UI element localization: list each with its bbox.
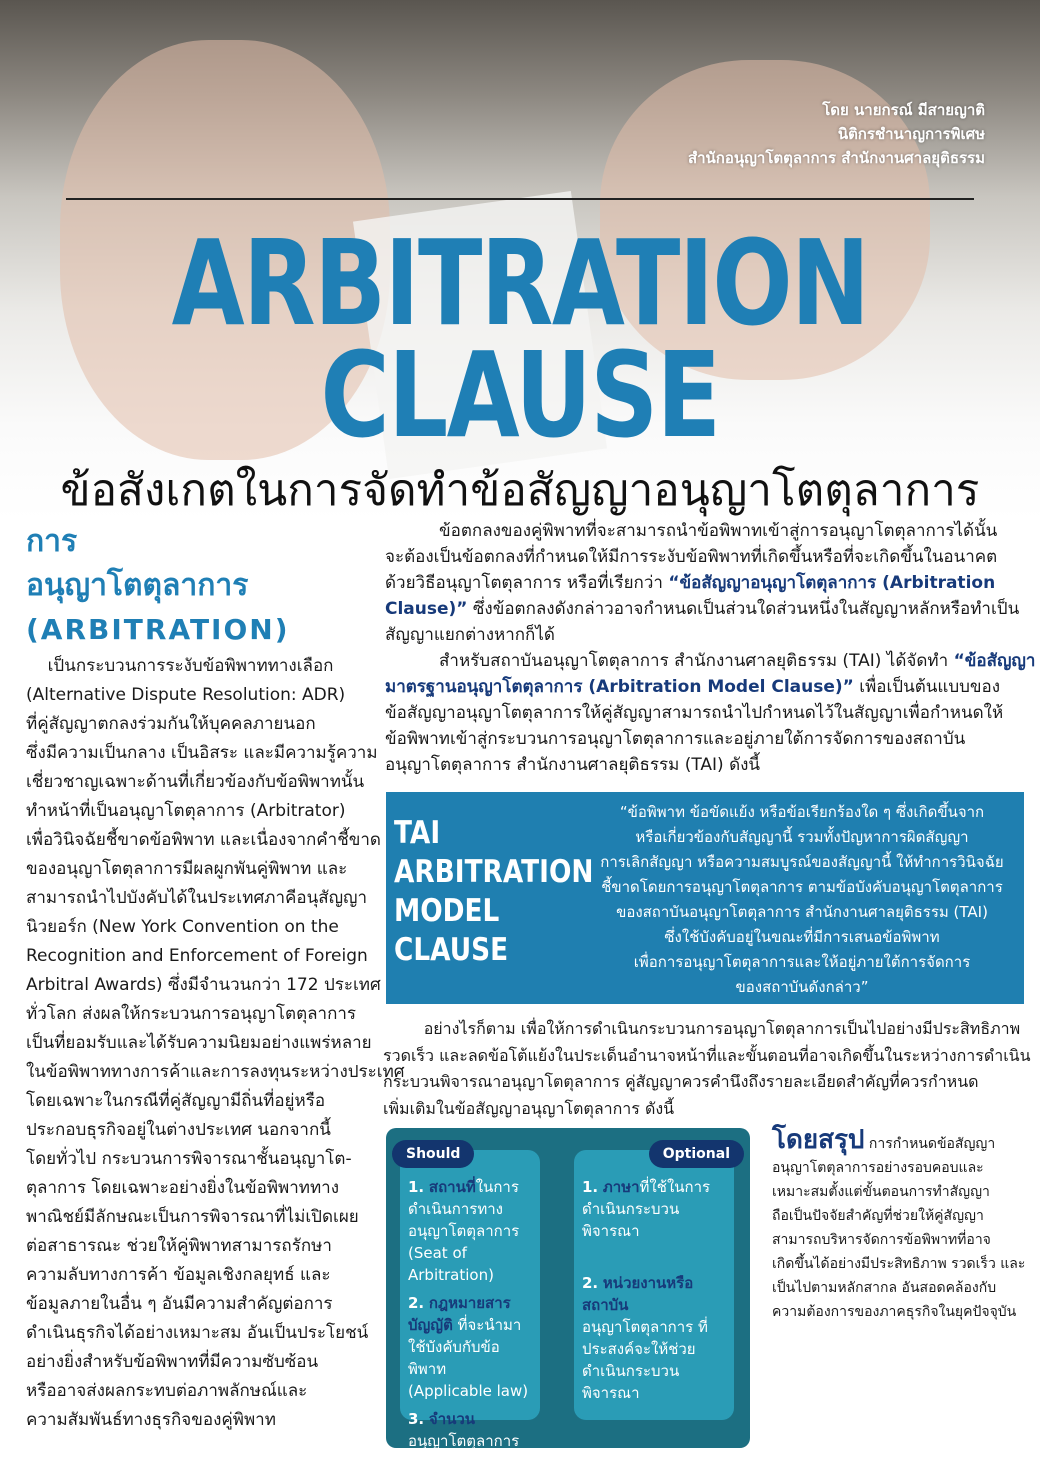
- text-line: [385, 570, 1015, 596]
- text-line: เป็นที่ยอมรับและได้รับความนิยมอย่างแพร่หลาย: [26, 1033, 372, 1053]
- text: ซึ่งข้อตกลงดังกล่าวอาจกำหนดเป็นส่วนใดส่วนหนึ่งในสัญญาหลักหรือทำเป็น: [467, 599, 1020, 619]
- text-line: รวดเร็ว และลดข้อโต้แย้งในประเด็นอำนาจหน้าที่และขั้นตอนที่อาจเกิดขึ้นในระหว่างการดำเนิน: [383, 1045, 1031, 1065]
- text-line: ข้อพิพาทเข้าสู่กระบวนการอนุญาโตตุลาการและอยู่ภายใต้การจัดการของสถาบัน: [385, 729, 966, 749]
- text-line: ซึ่งมีความเป็นกลาง เป็นอิสระ และมีความรู้ความ: [26, 743, 378, 763]
- item-number: 2.: [408, 1294, 425, 1312]
- text-line: ประกอบธุรกิจอยู่ในต่างประเทศ นอกจากนี้: [26, 1120, 331, 1140]
- text: สำหรับสถาบันอนุญาโตตุลาการ สำนักงานศาลยุติธรรม (TAI) ได้จัดทำ: [385, 651, 954, 671]
- item-text: อนุญาโตตุลาการ: [408, 1432, 520, 1450]
- item-text: ในการดำเนินการทางอนุญาโตตุลาการ (Seat of Arbitration): [408, 1178, 520, 1284]
- text-line: กระบวนพิจารณาอนุญาโตตุลาการ คู่สัญญาควรคำนึงถึงรายละเอียดสำคัญที่ควรกำหนด: [383, 1072, 979, 1091]
- body-text-2: [383, 1016, 1031, 1122]
- optional-label: Optional: [649, 1140, 744, 1168]
- item-text: ที่ใช้ในการดำเนินกระบวนพิจารณา: [582, 1178, 711, 1240]
- text: ด้วยวิธีอนุญาโตตุลาการ หรือที่เรียกว่า: [385, 573, 669, 593]
- text-line: ดำเนินธุรกิจได้อย่างเหมาะสม อันเป็นประโยชน์: [26, 1323, 369, 1343]
- text-line: ข้อตกลงของคู่พิพาทที่จะสามารถนำข้อพิพาทเข้าสู่การอนุญาโตตุลาการได้นั้น: [385, 521, 998, 541]
- item-keyword: จำนวน: [428, 1410, 476, 1428]
- should-column: [400, 1150, 540, 1450]
- subtitle: ข้อสังเกตในการจัดทำข้อสัญญาอนุญาโตตุลาการ: [60, 465, 980, 516]
- text-line: เชี่ยวชาญเฉพาะด้านที่เกี่ยวข้องกับข้อพิพาทนั้น: [26, 772, 365, 792]
- title-line: MODEL: [394, 893, 500, 929]
- text-line: เกิดขึ้นได้อย่างมีประสิทธิภาพ รวดเร็ว และ: [772, 1256, 1026, 1272]
- text-line: ข้อมูลภายในอื่น ๆ อันมีความสำคัญต่อการ: [26, 1294, 333, 1314]
- text-line: ความสัมพันธ์ทางธุรกิจของคู่พิพาท: [26, 1410, 276, 1430]
- summary-heading: โดยสรุป: [772, 1125, 865, 1155]
- text-line: ของอนุญาโตตุลาการมีผลผูกพันคู่พิพาท และ: [26, 859, 348, 879]
- text-line: อนุญาโตตุลาการอย่างรอบคอบและ: [772, 1160, 984, 1176]
- text-line: เพื่อการอนุญาโตตุลาการและให้อยู่ภายใต้การจัดการ: [633, 953, 971, 971]
- text-line: จะต้องเป็นข้อตกลงที่กำหนดให้มีการระงับข้อพิพาทที่เกิดขึ้นหรือที่จะเกิดขึ้นในอนาคต: [385, 547, 998, 567]
- title-line: TAI: [394, 815, 441, 851]
- text-line: ข้อสัญญาอนุญาโตตุลาการให้คู่สัญญาสามารถนำไปกำหนดไว้ในสัญญาเพื่อกำหนดให้: [385, 703, 1004, 723]
- text-line: [385, 596, 1020, 622]
- text-line: [385, 674, 1015, 700]
- text-line: ความลับทางการค้า ข้อมูลเชิงกลยุทธ์ และ: [26, 1265, 331, 1285]
- text-line: อย่างยิ่งสำหรับข้อพิพาทที่มีความซับซ้อน: [26, 1352, 319, 1372]
- text-line: ทำหน้าที่เป็นอนุญาโตตุลาการ (Arbitrator): [26, 801, 346, 821]
- item-keyword: หน่วยงานหรือสถาบัน: [582, 1274, 694, 1314]
- text-line: (Alternative Dispute Resolution: ADR): [26, 685, 346, 705]
- tai-clause-quote: [582, 800, 1022, 1000]
- title-line1: ARBITRATION: [171, 214, 869, 352]
- section-heading-en: (ARBITRATION): [26, 613, 290, 646]
- item-number: 2.: [582, 1274, 599, 1292]
- text-line: ตุลาการ โดยเฉพาะอย่างยิ่งในข้อพิพาททาง: [26, 1178, 340, 1198]
- text-line: ถือเป็นปัจจัยสำคัญที่ช่วยให้คู่สัญญา: [772, 1208, 984, 1224]
- text-line: ของสถาบันอนุญาโตตุลาการ สำนักงานศาลยุติธรรม (TAI): [616, 903, 988, 921]
- text-line: โดยเฉพาะในกรณีที่คู่สัญญามีถิ่นที่อยู่หรือ: [26, 1091, 326, 1111]
- highlight-term: มาตรฐานอนุญาโตตุลาการ (Arbitration Model Clause)”: [385, 677, 854, 697]
- text-line: Recognition and Enforcement of Foreign: [26, 946, 368, 966]
- author-office: สำนักอนุญาโตตุลาการ สำนักงานศาลยุติธรรม: [687, 149, 985, 167]
- text-line: ในข้อพิพาททางการค้าและการลงทุนระหว่างประเทศ: [26, 1062, 405, 1082]
- title-line2: CLAUSE: [320, 326, 720, 464]
- header-rule: [66, 198, 974, 200]
- text-line: พาณิชย์มีลักษณะเป็นการพิจารณาที่ไม่เปิดเผย: [26, 1207, 359, 1227]
- text-line: การเลิกสัญญา หรือความสมบูรณ์ของสัญญานี้ ให้ทำการวินิจฉัย: [600, 853, 1004, 871]
- text-line: Arbitral Awards) ซึ่งมีจำนวนกว่า 172 ประเทศ: [26, 975, 381, 995]
- text: เพื่อเป็นต้นแบบของ: [853, 677, 1001, 697]
- highlight-term: “ข้อสัญญา: [953, 651, 1036, 671]
- text-line: สามารถบริหารจัดการข้อพิพาทที่อาจ: [772, 1232, 991, 1248]
- text-line: อย่างไรก็ตาม เพื่อให้การดำเนินกระบวนการอนุญาโตตุลาการเป็นไปอย่างมีประสิทธิภาพ: [383, 1019, 1021, 1038]
- should-optional-table: [386, 1128, 750, 1448]
- text-line: ของสถาบันดังกล่าว”: [735, 978, 869, 996]
- intro-text: [385, 518, 1036, 778]
- text-line: อนุญาโตตุลาการ สำนักงานศาลยุติธรรม (TAI) ดังนี้: [385, 755, 761, 775]
- text-line: ทั่วโลก ส่งผลให้กระบวนการอนุญาโตตุลาการ: [26, 1004, 357, 1024]
- text-line: เพื่อวินิจฉัยชี้ขาดข้อพิพาท และเนื่องจากคำชี้ขาด: [26, 830, 381, 850]
- tai-model-clause-box: [386, 792, 1024, 1004]
- author-byline: [688, 98, 985, 170]
- text-line: ที่คู่สัญญาตกลงร่วมกันให้บุคคลภายนอก: [26, 714, 316, 734]
- item-number: 1.: [408, 1178, 425, 1196]
- text-line: หรืออาจส่งผลกระทบต่อภาพลักษณ์และ: [26, 1381, 308, 1401]
- text-line: นิวยอร์ก (New York Convention on the: [26, 917, 339, 937]
- text-line: เป็นไปตามหลักสากล อันสอดคล้องกับ: [772, 1280, 997, 1296]
- text-line: สามารถนำไปบังคับได้ในประเทศภาคีอนุสัญญา: [26, 888, 368, 908]
- text-line: ต่อสาธารณะ ช่วยให้คู่พิพาทสามารถรักษา: [26, 1236, 332, 1256]
- highlight-term: Clause)”: [385, 599, 468, 619]
- text-line: สัญญาแยกต่างหากก็ได้: [385, 625, 555, 645]
- text-line: ซึ่งใช้บังคับอยู่ในขณะที่มีการเสนอข้อพิพาท: [664, 928, 940, 946]
- title-line: ARBITRATION: [394, 854, 594, 890]
- item-keyword: ภาษา: [602, 1178, 640, 1196]
- item-number: 3.: [408, 1410, 425, 1428]
- text-line: “ข้อพิพาท ข้อขัดแย้ง หรือข้อเรียกร้องใด ๆ ซึ่งเกิดขึ้นจาก: [619, 803, 985, 821]
- summary-body: [772, 1156, 1026, 1324]
- item-keyword: สถานที่: [428, 1178, 476, 1196]
- body-text: [26, 652, 405, 1435]
- item-number: 1.: [582, 1178, 599, 1196]
- text-line: เพิ่มเติมในข้อสัญญาอนุญาโตตุลาการ ดังนี้: [383, 1098, 675, 1118]
- text-line: เป็นกระบวนการระงับข้อพิพาททางเลือก: [26, 656, 334, 676]
- tai-box-title: [394, 814, 593, 970]
- item-text: ที่จะนำมาใช้บังคับกับข้อพิพาท (Applicable law): [408, 1316, 529, 1400]
- item-keyword: กฎหมายสารบัญญัติ: [408, 1294, 511, 1334]
- highlight-term: “ข้อสัญญาอนุญาโตตุลาการ (Arbitration: [668, 573, 996, 593]
- summary: [772, 1125, 1026, 1324]
- text-line: [385, 648, 1036, 674]
- section-heading: การ: [26, 524, 78, 559]
- text-line: หรือเกี่ยวข้องกับสัญญานี้ รวมทั้งปัญหาการผิดสัญญา: [635, 828, 969, 846]
- item-text: อนุญาโตตุลาการ ที่ประสงค์จะให้ช่วยดำเนินกระบวนพิจารณา: [582, 1318, 708, 1402]
- summary-text: การกำหนดข้อสัญญา: [864, 1136, 996, 1152]
- left-column: [26, 520, 405, 1435]
- author-position: นิติกรชำนาญการพิเศษ: [837, 125, 985, 143]
- optional-column: [574, 1150, 734, 1420]
- text-line: เหมาะสมตั้งแต่ขั้นตอนการทำสัญญา: [772, 1184, 990, 1200]
- text-line: โดยทั่วไป กระบวนการพิจารณาชั้นอนุญาโต-: [26, 1149, 352, 1169]
- text-line: ความต้องการของภาคธุรกิจในยุคปัจจุบัน: [772, 1304, 1017, 1320]
- text-line: ชี้ขาดโดยการอนุญาโตตุลาการ ตามข้อบังคับอนุญาโตตุลาการ: [601, 878, 1003, 896]
- section-heading: อนุญาโตตุลาการ: [26, 568, 249, 603]
- title-line: CLAUSE: [394, 932, 509, 968]
- should-label: Should: [392, 1140, 474, 1168]
- author-name: โดย นายกรณ์ มีสายญาติ: [822, 101, 985, 119]
